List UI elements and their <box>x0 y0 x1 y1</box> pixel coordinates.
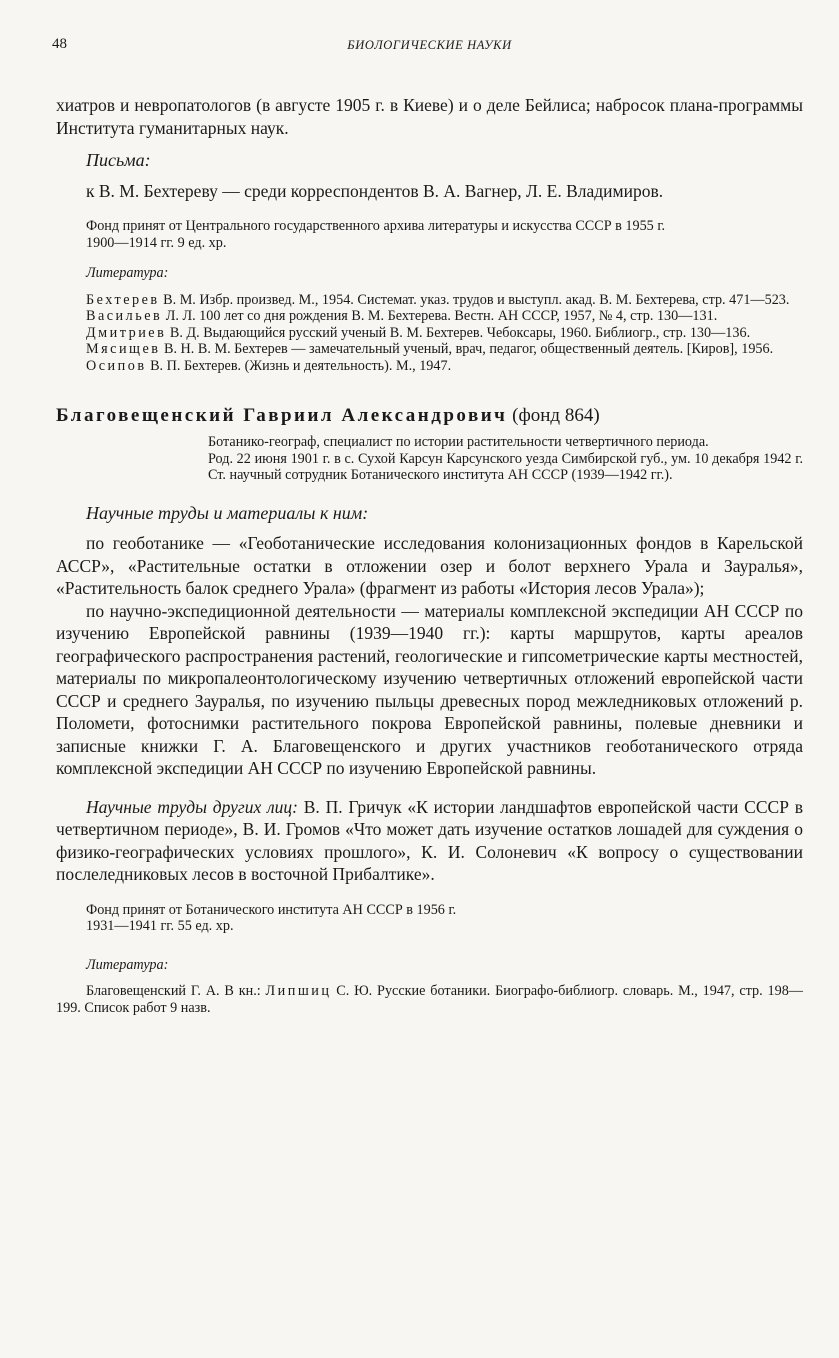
literature-author: Мясищев <box>86 341 161 357</box>
page <box>52 28 803 1016</box>
literature-item: Дмитриев В. Д. Выдающийся русский ученый В. М. Бехтерев. Чебоксары, 1960. Библиогр., стр. 130—136. <box>86 324 751 341</box>
other-works <box>56 796 803 886</box>
literature-item: Бехтерев В. М. Избр. произвед. М., 1954. Системат. указ. трудов и выступл. акад. В. М. Бехтерева, стр. 471—523. <box>86 291 790 308</box>
biography: Род. 22 июня 1901 г. в с. Сухой Карсун Карсунского уезда Симбирской губ., ум. 10 декабря 1942 г. Ст. научный сотрудник Ботанического института АН СССР (1939—1942 гг.). <box>208 450 803 483</box>
fond-volume: 1931—1941 гг. 55 ед. хр. <box>86 918 234 934</box>
page-number: 48 <box>52 36 67 52</box>
literature-item: Благовещенский Г. А. В кн.: Липшиц С. Ю. Русские ботаники. Биографо-библиогр. словарь. М., 1947, стр. 198—199. Список работ 9 назв. <box>56 983 803 1016</box>
other-works-heading: Научные труды других лиц: <box>86 796 298 817</box>
literature-heading: Литература: <box>86 956 169 973</box>
works-geobotany: по геоботанике — «Геоботанические исследования колонизационных фондов в Карельской АССР», «Растительные остатки в отложении озер и болот верхнего Урала и Зауралья», «Растительность балок среднего Урала» (фрагмент из работы «История лесов Урала»); <box>56 533 803 598</box>
entry-title <box>56 404 803 428</box>
works-heading: Научные труды и материалы к ним: <box>86 502 369 523</box>
literature-author: Бехтерев <box>86 291 160 308</box>
specialty: Ботанико-географ, специалист по истории растительности четвертичного периода. <box>208 434 709 450</box>
literature-item: Васильев Л. Л. 100 лет со дня рождения В. М. Бехтерева. Вестн. АН СССР, 1957, № 4, стр. 130—131. <box>86 308 718 324</box>
fond-note: Фонд принят от Центрального государственного архива литературы и искусства СССР в 1955 г. <box>86 218 666 234</box>
letters-text: к В. М. Бехтереву — среди корреспондентов В. А. Вагнер, Л. Е. Владимиров. <box>86 180 664 201</box>
page-header <box>52 28 803 58</box>
biography-block <box>56 434 803 484</box>
fond-note: Фонд принят от Ботанического института АН СССР в 1956 г. <box>86 901 457 918</box>
literature-item: Мясищев В. Н. В. М. Бехтерев — замечательный ученый, врач, педагог, общественный деятель. [Киров], 1956. <box>86 341 774 357</box>
literature-author: Липшиц <box>265 983 332 999</box>
person-name: Благовещенский Гавриил Александрович <box>56 405 508 426</box>
fond-volume: 1900—1914 гг. 9 ед. хр. <box>86 234 227 251</box>
literature-list <box>56 292 803 375</box>
fond-number: (фонд 864) <box>507 405 600 426</box>
letters-heading: Письма: <box>86 150 151 170</box>
literature-item: Осипов В. П. Бехтерев. (Жизнь и деятельность). М., 1947. <box>86 357 452 374</box>
running-title: БИОЛОГИЧЕСКИЕ НАУКИ <box>347 38 512 52</box>
literature-heading: Литература: <box>86 265 169 281</box>
literature-author: Дмитриев <box>86 324 167 341</box>
works-expedition: по научно-экспедиционной деятельности — материалы комплексной экспедиции АН СССР по изучению Европейской равнины (1939—1940 гг.): карты маршрутов, карты ареалов географического распространения растений, геологические и гипсометрические карты местностей, материалы по микропалеонтологическому изучению четвертичных отложений европейской части СССР и среднего Зауралья, по изучению пыльцы древесных пород межледниковых отложений р. Поломети, фотоснимки растительного покрова Европейской равнины, полевые дневники и записные книжки Г. А. Благовещенского и других участников геоботанического отряда комплексной экспедиции АН СССР по изучению Европейской равнины. <box>56 600 803 778</box>
continued-paragraph: хиатров и невропатологов (в августе 1905 г. в Киеве) и о деле Бейлиса; набросок плана-программы Института гуманитарных наук. <box>56 95 803 138</box>
literature-author: Васильев <box>86 308 163 324</box>
other-works-text: В. П. Гричук «К истории ландшафтов европейской части СССР в четвертичном периоде», В. И. Громов «Что может дать изучение остатков лошадей для суждения о физико-географических условиях прошлого», К. И. Солоневич «К вопросу о существовании послеледниковых лесов в восточной Прибалтике». <box>56 796 803 884</box>
literature-author: Осипов <box>86 357 147 374</box>
